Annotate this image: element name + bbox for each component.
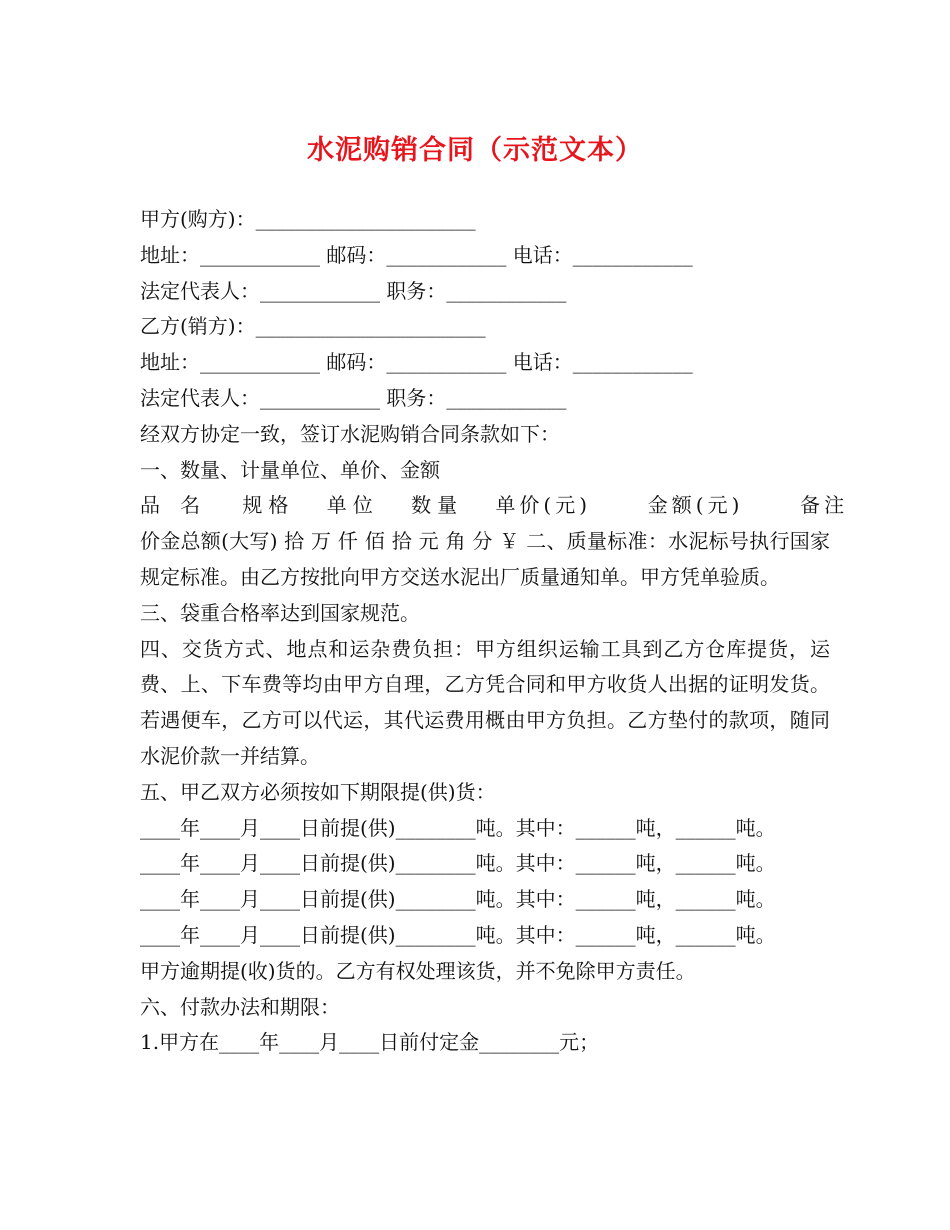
- party-b-contact: 地址：____________ 邮码：____________ 电话：____________: [140, 350, 693, 375]
- contract-intro: 经双方协定一致，签订水泥购销合同条款如下：: [140, 421, 560, 446]
- table-header-cell: 单价(元): [495, 493, 592, 518]
- table-header-cell: 品名: [140, 493, 220, 518]
- party-b-line: 乙方(销方)：_______________________: [140, 314, 486, 339]
- section-1-table-header: [140, 488, 849, 524]
- table-header-cell: 数量: [411, 493, 464, 518]
- party-a-representative: 法定代表人：____________ 职务：____________: [140, 278, 567, 303]
- party-b-representative: 法定代表人：____________ 职务：____________: [140, 385, 567, 410]
- section-4-paragraph: 四、交货方式、地点和运杂费负担：甲方组织运输工具到乙方仓库提货，运费、上、下车费等均由甲方自理，乙方凭合同和甲方收货人出据的证明发货。若遇便车，乙方可以代运，其代运费用概由甲方负担。乙方垫付的款项，随同水泥价款一并结算。: [140, 636, 830, 768]
- section-2-paragraph: 价金总额(大写) 拾 万 仟 佰 拾 元 角 分 ￥ 二、质量标准：水泥标号执行国家规定标准。由乙方按批向甲方交送水泥出厂质量通知单。甲方凭单验质。: [140, 529, 830, 589]
- section-3-paragraph: 三、袋重合格率达到国家规范。: [140, 600, 420, 625]
- delivery-schedule-row: ____年____月____日前提(供)________吨。其中：______吨，______吨。: [140, 887, 776, 912]
- section-5-heading: 五、甲乙双方必须按如下期限提(供)货：: [140, 779, 496, 804]
- delivery-schedule-row: ____年____月____日前提(供)________吨。其中：______吨，______吨。: [140, 922, 776, 947]
- party-a-line: 甲方(购方)：______________________: [140, 207, 476, 231]
- table-header-cell: 规格: [242, 493, 295, 518]
- party-a-contact: 地址：____________ 邮码：____________ 电话：____________: [140, 242, 693, 267]
- delivery-schedule-row: ____年____月____日前提(供)________吨。其中：______吨，______吨。: [140, 851, 776, 876]
- contract-body: [140, 202, 849, 1061]
- delivery-schedule-row: ____年____月____日前提(供)________吨。其中：______吨，______吨。: [140, 815, 776, 840]
- table-header-cell: 金额(元): [647, 493, 744, 518]
- section-5-note: 甲方逾期提(收)货的。乙方有权处理该货，并不免除甲方责任。: [140, 958, 696, 983]
- section-6-heading: 六、付款办法和期限：: [140, 994, 340, 1019]
- table-header-cell: 单位: [326, 493, 379, 518]
- section-6-item-1: 1.甲方在____年____月____日前付定金________元；: [140, 1030, 600, 1055]
- page-title: 水泥购销合同（示范文本）: [307, 135, 643, 166]
- table-header-cell: 备注: [800, 493, 849, 518]
- section-1-heading: 一、数量、计量单位、单价、金额: [140, 457, 440, 482]
